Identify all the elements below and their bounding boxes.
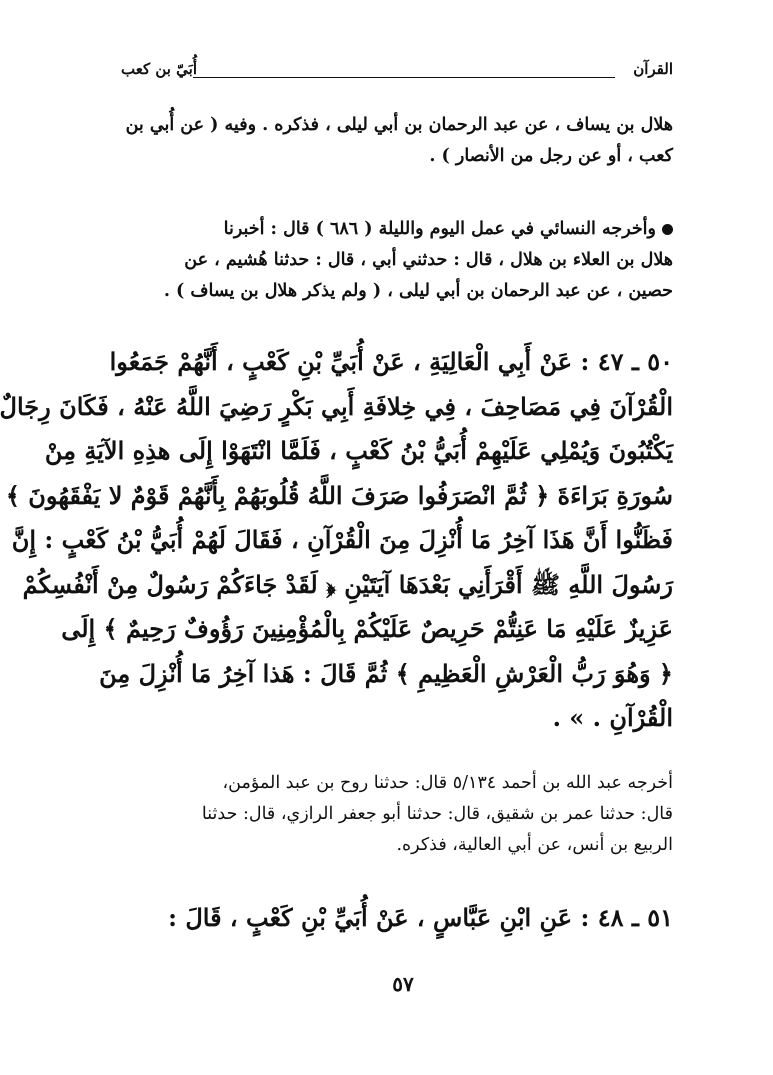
text-line: وأخرجه النسائي في عمل اليوم والليلة ( ٦٨٦ ) قال : أخبرنا xyxy=(223,219,656,239)
text-line: قال: حدثنا عمر بن شقيق، قال: حدثنا أبو جعفر الرازي، قال: حدثنا xyxy=(201,804,673,824)
text-line: كعب ، أو عن رجل من الأنصار ) . xyxy=(429,146,673,166)
hadith-line: الْقُرْآنِ . » . xyxy=(552,703,673,732)
text-line: هلال بن يساف ، عن عبد الرحمان بن أبي ليلى ، فذكره . وفيه ( عن أُبي بن xyxy=(125,115,673,135)
text-line: هلال بن العلاء بن هلال ، قال : حدثني أبي ، قال : حدثنا هُشيم ، عن xyxy=(184,250,673,270)
hadith-line: سُورَةِ بَرَاءَةَ ﴿ ثُمَّ انْصَرَفُوا صَرَفَ اللَّهُ قُلُوبَهُمْ بِأَنَّهُمْ قَوْمٌ لا يَفْقَهُونَ ﴾ xyxy=(5,480,673,510)
page-number: ٥٧ xyxy=(392,972,414,996)
header-chapter-title: أُبَيّ بن كعب xyxy=(121,60,197,78)
header-section-title: القرآن xyxy=(633,60,673,78)
hadith-line: رَسُولَ اللَّهِ ﷺ أَقْرَأَنِي بَعْدَهَا آيَتَيْنِ ﴿ لَقَدْ جَاءَكُمْ رَسُولٌ مِنْ أَنْفُسِكُمْ xyxy=(22,569,673,599)
hadith-line: ٥١ ـ ٤٨ : عَنِ ابْنِ عَبَّاسٍ ، عَنْ أُبَيِّ بْنِ كَعْبٍ ، قَالَ : xyxy=(168,903,673,932)
hadith-line: ﴿ وَهُوَ رَبُّ الْعَرْشِ الْعَظِيمِ ﴾ ثُمَّ قَالَ : هَذا آخِرُ مَا أُنْزِلَ مِنَ xyxy=(99,658,673,688)
text-line: أخرجه عبد الله بن أحمد ٥/١٣٤ قال: حدثنا روح بن عبد المؤمن، xyxy=(222,773,673,793)
hadith-line: فَظَنُّوا أَنَّ هَذَا آخِرُ مَا أُنْزِلَ مِنَ الْقُرْآنِ ، فَقَالَ لَهُمْ أُبَيُّ بْنُ كَعْبٍ : إِنَّ xyxy=(11,525,673,554)
hadith-line: عَزِيزٌ عَلَيْهِ مَا عَنِتُّمْ حَرِيصٌ عَلَيْكُمْ بِالْمُؤْمِنِينَ رَؤُوفٌ رَحِيمٌ ﴾ إِلَى xyxy=(61,614,673,643)
text-line-with-bullet xyxy=(121,214,673,245)
bullet-icon xyxy=(662,224,673,235)
hadith-51-48 xyxy=(121,896,673,941)
paragraph-1 xyxy=(121,110,673,172)
hadith-line: ٥٠ ـ ٤٧ : عَنْ أَبِي الْعَالِيَةِ ، عَنْ أُبَيِّ بْنِ كَعْبٍ ، أَنَّهُمْ جَمَعُوا xyxy=(109,347,673,376)
paragraph-4 xyxy=(121,768,673,861)
hadith-50-47 xyxy=(0,340,673,741)
header-rule xyxy=(193,77,615,78)
hadith-line: الْقُرْآنَ فِي مَصَاحِفَ ، فِي خِلافَةِ أَبِي بَكْرٍ رَضِيَ اللَّهُ عَنْهُ ، فَكَانَ رِجَالٌ xyxy=(0,391,673,421)
hadith-line: يَكْتُبُونَ وَيُمْلِي عَلَيْهِمْ أُبَيُّ بْنُ كَعْبٍ ، فَلَمَّا انْتَهَوْا إِلَى هذِهِ الآيَةِ مِنْ xyxy=(44,436,673,465)
text-line: حصين ، عن عبد الرحمان بن أبي ليلى ، ( ولم يذكر هلال بن يساف ) . xyxy=(163,281,673,301)
running-header xyxy=(121,60,673,86)
paragraph-2 xyxy=(121,214,673,307)
text-line: الربيع بن أنس، عن أبي العالية، فذكره. xyxy=(396,835,673,855)
